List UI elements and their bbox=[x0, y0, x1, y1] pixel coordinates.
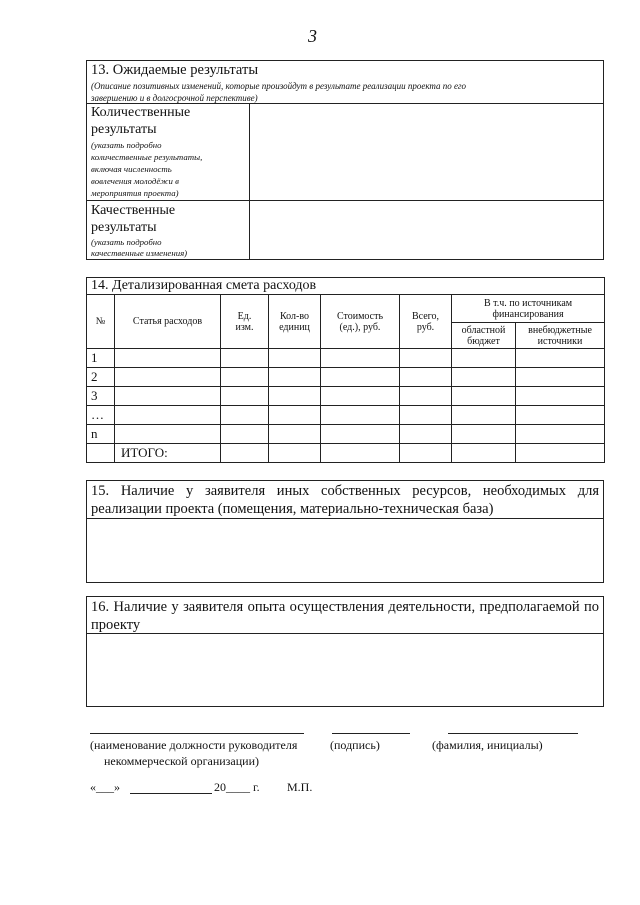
header-num: № bbox=[87, 295, 115, 349]
qual-results-label-1: Качественные bbox=[91, 203, 176, 218]
header-item: Статья расходов bbox=[115, 295, 221, 349]
table-row bbox=[87, 406, 605, 425]
header-cost: Стоимость (ед.), руб. bbox=[321, 295, 400, 349]
row-number: … bbox=[87, 406, 115, 425]
signature-line[interactable] bbox=[332, 733, 410, 734]
name-caption: (фамилия, инициалы) bbox=[432, 738, 543, 752]
total-row bbox=[87, 444, 605, 463]
quant-results-note-1: (указать подробно bbox=[91, 140, 162, 150]
table-row bbox=[87, 387, 605, 406]
table-row bbox=[87, 368, 605, 387]
section-13-title: 13. Ожидаемые результаты bbox=[91, 62, 259, 78]
header-financing: В т.ч. по источникам финансирования bbox=[452, 295, 605, 323]
row-number: n bbox=[87, 425, 115, 444]
quant-results-note-3: включая численность bbox=[91, 164, 172, 174]
section-14-title: 14. Детализированная смета расходов bbox=[87, 278, 605, 295]
qual-results-label-2: результаты bbox=[91, 220, 157, 235]
header-qty: Кол-во единиц bbox=[269, 295, 321, 349]
section-13-subtitle-1: (Описание позитивных изменений, которые произойдут в результате реализации проекта по его bbox=[91, 81, 467, 91]
date-month-line[interactable] bbox=[130, 793, 212, 794]
date-day: «___» bbox=[90, 780, 120, 794]
section-15-field[interactable] bbox=[87, 520, 603, 582]
header-extra-budget: внебюджетные источники bbox=[516, 323, 605, 349]
quant-results-note-2: количественные результаты, bbox=[91, 152, 203, 162]
section-16-field[interactable] bbox=[87, 635, 603, 706]
section-16-title: 16. Наличие у заявителя опыта осуществления деятельности, предполагаемой по проекту bbox=[91, 599, 599, 633]
quant-results-label-1: Количественные bbox=[91, 105, 191, 120]
position-caption-2: некоммерческой организации) bbox=[104, 754, 260, 768]
qual-results-field[interactable] bbox=[251, 201, 603, 259]
date-year: 20____ г. bbox=[214, 780, 260, 794]
header-unit: Ед. изм. bbox=[221, 295, 269, 349]
section-15-title: 15. Наличие у заявителя иных собственных ресурсов, необходимых для реализации проекта (помещения, материально-техническая база) bbox=[91, 483, 599, 517]
quant-results-label-2: результаты bbox=[91, 122, 157, 137]
quant-results-field[interactable] bbox=[251, 104, 603, 199]
quant-results-note-4: вовлечения молодёжи в bbox=[91, 176, 179, 186]
section-13-subtitle-2: завершению и в долгосрочной перспективе) bbox=[91, 93, 258, 103]
row-number: 3 bbox=[87, 387, 115, 406]
table-row bbox=[87, 425, 605, 444]
section-13-column-divider bbox=[249, 103, 250, 260]
row-number: 1 bbox=[87, 349, 115, 368]
row-number: 2 bbox=[87, 368, 115, 387]
stamp-label: М.П. bbox=[287, 780, 313, 794]
total-label: ИТОГО: bbox=[115, 444, 221, 463]
position-caption-1: (наименование должности руководителя bbox=[90, 738, 298, 752]
position-line[interactable] bbox=[90, 733, 304, 734]
header-total: Всего, руб. bbox=[400, 295, 452, 349]
expense-table bbox=[86, 277, 605, 463]
header-regional-budget: областной бюджет bbox=[452, 323, 516, 349]
section-15-divider bbox=[86, 518, 604, 519]
page-number: 3 bbox=[308, 26, 317, 46]
name-line[interactable] bbox=[448, 733, 578, 734]
table-row bbox=[87, 349, 605, 368]
signature-caption: (подпись) bbox=[330, 738, 380, 752]
qual-results-note-1: (указать подробно bbox=[91, 237, 162, 247]
quant-results-note-5: мероприятия проекта) bbox=[91, 188, 179, 198]
qual-results-note-2: качественные изменения) bbox=[91, 248, 188, 258]
